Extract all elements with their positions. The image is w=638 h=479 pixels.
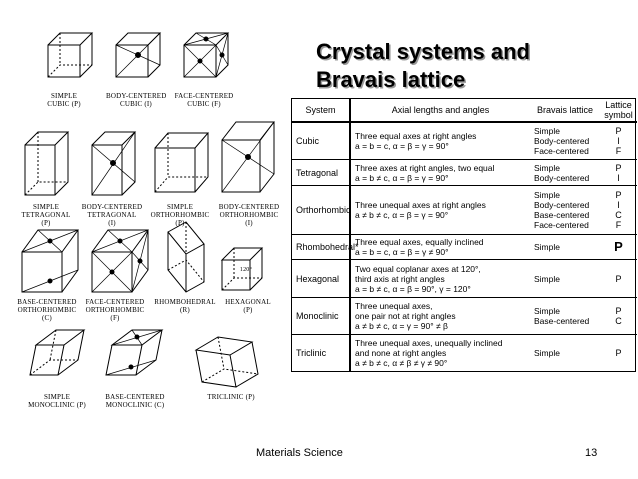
title-line-2: Bravais lattice <box>316 67 466 92</box>
system-cell: Triclinic <box>292 334 350 371</box>
hex-angle-label: 120° <box>239 267 253 273</box>
symbol-cell: P C <box>600 297 637 334</box>
body-centered-orthorhombic-cell <box>222 122 274 192</box>
system-cell: Hexagonal <box>292 260 350 297</box>
system-cell: Tetragonal <box>292 160 350 186</box>
lattice-label: BODY-CENTERED TETRAGONAL (I) <box>81 203 143 227</box>
symbol-cell: P <box>615 347 622 358</box>
footer-text: Materials Science <box>256 447 343 459</box>
lattice-label: SIMPLE MONOCLINIC (P) <box>28 393 86 409</box>
triclinic-cell <box>196 337 258 387</box>
table-row <box>292 122 637 160</box>
lattice-label: TRICLINIC (P) <box>207 393 255 401</box>
header-axes: Axial lengths and angles <box>350 99 530 122</box>
lattice-label: RHOMBOHEDRAL (R) <box>154 298 216 314</box>
header-symbol: Lattice symbol <box>600 99 637 122</box>
body-centered-tetragonal-cell <box>92 132 135 195</box>
table-header-row <box>292 99 637 122</box>
simple-cubic-cell <box>48 33 92 77</box>
symbol-cell: P I F <box>600 122 637 160</box>
axes-cell: Three equal axes at right angles a = b = c, α = β = γ = 90° <box>350 122 530 160</box>
face-centered-orthorhombic-cell <box>92 230 148 292</box>
table-row <box>292 297 637 334</box>
symbol-cell: P I C F <box>600 186 637 234</box>
bravais-cell: Simple Base-centered <box>530 297 600 334</box>
lattice-label: FACE-CENTERED ORTHORHOMBIC (F) <box>85 298 145 322</box>
simple-orthorhombic-cell <box>155 133 208 192</box>
bravais-cell: Simple <box>530 234 600 260</box>
axes-cell: Three unequal axes, unequally inclined and none at right angles a ≠ b ≠ c, α ≠ β ≠ γ ≠ 90° <box>355 337 503 368</box>
system-cell: Cubic <box>292 122 350 160</box>
lattice-label: HEXAGONAL (P) <box>225 298 271 314</box>
bravais-cell: Simple <box>530 260 600 297</box>
lattice-label: SIMPLE TETRAGONAL (P) <box>21 203 71 227</box>
bravais-cell: Simple <box>534 347 560 358</box>
table-row <box>292 186 637 234</box>
lattice-label: BASE-CENTERED ORTHORHOMBIC (C) <box>17 298 77 322</box>
lattice-label: BODY-CENTERED ORTHORHOMBIC (I) <box>218 203 280 227</box>
header-system: System <box>292 99 350 122</box>
crystal-systems-table <box>291 98 636 372</box>
symbol-cell: P <box>600 234 637 260</box>
table-row <box>292 234 637 260</box>
rhombohedral-cell <box>168 222 204 292</box>
simple-tetragonal-cell <box>25 132 68 195</box>
lattice-label: FACE-CENTERED CUBIC (F) <box>174 92 234 108</box>
system-cell: Monoclinic <box>292 297 350 334</box>
bravais-cell: Simple Body-centered <box>530 160 600 186</box>
lattice-label: SIMPLE CUBIC (P) <box>47 92 81 108</box>
simple-monoclinic-cell <box>30 330 84 375</box>
base-centered-monoclinic-cell <box>106 330 162 375</box>
axes-cell: Three unequal axes at right angles a ≠ b ≠ c, α = β = γ = 90° <box>350 186 530 234</box>
symbol-cell: P I <box>600 160 637 186</box>
lattice-label: SIMPLE ORTHORHOMBIC (P) <box>150 203 210 227</box>
table-row <box>292 334 637 371</box>
system-cell: Rhombohedral* <box>292 234 350 260</box>
page-number: 13 <box>585 447 598 459</box>
table-row <box>292 260 637 297</box>
body-centered-cubic-cell <box>116 33 160 77</box>
axes-cell: Three unequal axes, one pair not at right angles a ≠ b ≠ c, α = γ = 90° ≠ β <box>350 297 530 334</box>
table-row <box>292 160 637 186</box>
slide-title <box>316 38 616 94</box>
base-centered-orthorhombic-cell <box>22 230 78 292</box>
bravais-cell: Simple Body-centered Base-centered Face-centered <box>530 186 600 234</box>
axes-cell: Two equal coplanar axes at 120°, third axis at right angles a = b ≠ c, α = β = 90°, γ = 120° <box>350 260 530 297</box>
bravais-cell: Simple Body-centered Face-centered <box>530 122 600 160</box>
system-cell: Orthorhombic <box>292 186 350 234</box>
symbol-cell: P <box>600 260 637 297</box>
title-line-1: Crystal systems and <box>316 39 530 64</box>
header-bravais: Bravais lattice <box>530 99 600 122</box>
axes-cell: Three equal axes, equally inclined a = b = c, α = β = γ ≠ 90° <box>350 234 530 260</box>
lattice-label: BODY-CENTERED CUBIC (I) <box>106 92 167 108</box>
lattice-label: BASE-CENTERED MONOCLINIC (C) <box>105 393 165 409</box>
axes-cell: Three axes at right angles, two equal a = b ≠ c, α = β = γ = 90° <box>350 160 530 186</box>
face-centered-cubic-cell <box>184 33 228 77</box>
